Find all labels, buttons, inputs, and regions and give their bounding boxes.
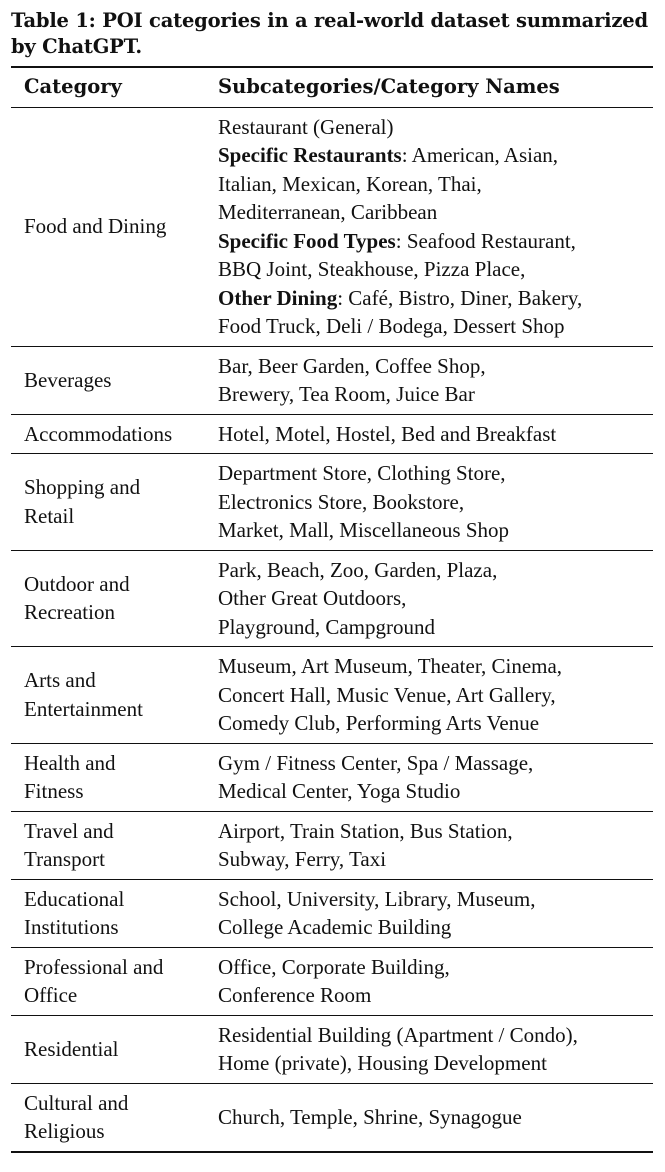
- subcategory-text: Office, Corporate Building,: [218, 954, 450, 979]
- subcategory-text: Home (private), Housing Development: [218, 1051, 547, 1075]
- subcategories-cell: [205, 454, 653, 551]
- category-cell: [11, 107, 205, 346]
- subcategory-line: [218, 459, 649, 488]
- category-cell: [11, 346, 205, 414]
- subcategory-line: [218, 613, 649, 642]
- subcategory-line: [218, 488, 649, 517]
- category-name-line: Professional and: [24, 954, 164, 979]
- table-caption: Table 1: POI categories in a real-world dataset summarized by ChatGPT.: [11, 9, 648, 58]
- subcategory-line: [218, 1103, 649, 1132]
- category-cell: [11, 1083, 205, 1152]
- subcategory-text: Medical Center, Yoga Studio: [218, 779, 461, 803]
- table-row: [11, 879, 653, 947]
- subcategory-text: Hotel, Motel, Hostel, Bed and Breakfast: [218, 421, 557, 446]
- subcategory-text: Restaurant (General): [218, 114, 394, 139]
- subcategories-cell: [205, 947, 653, 1015]
- subcategory-line: [218, 198, 649, 227]
- subcategory-text: Market, Mall, Miscellaneous Shop: [218, 518, 510, 542]
- subcategory-line: [218, 1021, 649, 1050]
- subcategory-line: [218, 556, 649, 585]
- subcategory-line: [218, 652, 649, 681]
- subcategory-text: Subway, Ferry, Taxi: [218, 847, 387, 871]
- category-name-line: Institutions: [24, 915, 119, 939]
- category-name-line: Cultural and: [24, 1090, 129, 1115]
- category-name-line: Entertainment: [24, 696, 143, 721]
- category-name-line: Office: [24, 983, 78, 1007]
- subcategory-text: Italian, Mexican, Korean, Thai,: [218, 171, 482, 196]
- header-subcategories: Subcategories/Category Names: [205, 67, 653, 107]
- subcategories-cell: [205, 647, 653, 744]
- category-name-line: Retail: [24, 503, 75, 528]
- category-name-line: Travel and: [24, 818, 114, 843]
- subcategory-line: [218, 777, 649, 806]
- subcategory-text: Concert Hall, Music Venue, Art Gallery,: [218, 682, 556, 707]
- subcategory-text: Gym / Fitness Center, Spa / Massage,: [218, 750, 534, 775]
- subcategory-text: : Seafood Restaurant,: [395, 228, 576, 253]
- subcategory-line: [218, 352, 649, 381]
- table-body: [11, 107, 653, 1152]
- table-row: [11, 947, 653, 1015]
- subcategory-text: : American, Asian,: [401, 143, 559, 167]
- table-header-row: [11, 67, 653, 107]
- subcategory-text: Park, Beach, Zoo, Garden, Plaza,: [218, 557, 498, 582]
- category-name-line: Beverages: [24, 367, 112, 392]
- category-name-line: Fitness: [24, 779, 84, 803]
- table-row: [11, 1083, 653, 1152]
- table-row: [11, 346, 653, 414]
- category-cell: [11, 454, 205, 551]
- table-row: [11, 107, 653, 346]
- subcategory-text: Museum, Art Museum, Theater, Cinema,: [218, 654, 563, 678]
- table-row: [11, 454, 653, 551]
- subcategory-line: [218, 380, 649, 409]
- category-name-line: Educational: [24, 886, 125, 911]
- subcategory-text: Electronics Store, Bookstore,: [218, 489, 465, 514]
- subcategory-line: [218, 312, 649, 341]
- subcategories-cell: [205, 1015, 653, 1083]
- subcategory-text: BBQ Joint, Steakhouse, Pizza Place,: [218, 257, 526, 281]
- subcategory-text: Bar, Beer Garden, Coffee Shop,: [218, 353, 486, 378]
- subcategory-text: : Café, Bistro, Diner, Bakery,: [337, 285, 583, 310]
- subcategory-text: Residential Building (Apartment / Condo),: [218, 1022, 578, 1047]
- subcategory-line: [218, 981, 649, 1010]
- subcategory-line: [218, 1049, 649, 1078]
- subcategory-text: Brewery, Tea Room, Juice Bar: [218, 382, 475, 406]
- category-name-line: Food and Dining: [24, 214, 167, 239]
- subcategories-cell: [205, 1083, 653, 1152]
- table-row: [11, 743, 653, 811]
- category-name-line: Religious: [24, 1119, 105, 1143]
- subcategory-line: [218, 885, 649, 914]
- category-name-line: Transport: [24, 847, 105, 871]
- subcategories-cell: [205, 346, 653, 414]
- subcategory-line: [218, 953, 649, 982]
- subcategory-text: College Academic Building: [218, 915, 452, 939]
- subcategory-line: [218, 709, 649, 738]
- subcategory-line: [218, 255, 649, 284]
- subcategory-line: [218, 681, 649, 710]
- category-name-line: Residential: [24, 1036, 119, 1061]
- subcategory-group-label: Other Dining: [218, 285, 338, 310]
- table-row: [11, 647, 653, 744]
- subcategory-text: Other Great Outdoors,: [218, 586, 407, 610]
- subcategories-cell: [205, 879, 653, 947]
- category-cell: [11, 550, 205, 647]
- subcategory-line: [218, 817, 649, 846]
- category-cell: [11, 1015, 205, 1083]
- subcategory-line: [218, 227, 649, 256]
- category-name-line: Recreation: [24, 600, 115, 625]
- table-row: [11, 811, 653, 879]
- category-cell: [11, 743, 205, 811]
- subcategory-line: [218, 141, 649, 170]
- subcategory-line: [218, 284, 649, 313]
- subcategory-line: [218, 170, 649, 199]
- subcategories-cell: [205, 743, 653, 811]
- subcategory-text: Mediterranean, Caribbean: [218, 200, 438, 224]
- subcategory-text: Department Store, Clothing Store,: [218, 461, 506, 485]
- subcategory-line: [218, 584, 649, 613]
- subcategory-text: School, University, Library, Museum,: [218, 886, 536, 911]
- subcategory-line: [218, 113, 649, 142]
- subcategory-text: Playground, Campground: [218, 614, 435, 639]
- category-cell: [11, 414, 205, 454]
- subcategory-group-label: Specific Restaurants: [218, 143, 402, 167]
- category-cell: [11, 811, 205, 879]
- subcategory-line: [218, 913, 649, 942]
- subcategory-group-label: Specific Food Types: [218, 228, 396, 253]
- subcategory-line: [218, 845, 649, 874]
- subcategory-text: Conference Room: [218, 983, 372, 1007]
- table-row: [11, 414, 653, 454]
- subcategory-text: Food Truck, Deli / Bodega, Dessert Shop: [218, 314, 565, 338]
- category-name-line: Arts and: [24, 668, 96, 693]
- subcategory-text: Airport, Train Station, Bus Station,: [218, 818, 513, 843]
- table-row: [11, 1015, 653, 1083]
- category-name-line: Shopping and: [24, 475, 141, 500]
- subcategories-cell: [205, 550, 653, 647]
- category-cell: [11, 647, 205, 744]
- category-name-line: Accommodations: [24, 421, 173, 446]
- subcategory-line: [218, 516, 649, 545]
- subcategory-text: Church, Temple, Shrine, Synagogue: [218, 1104, 522, 1129]
- subcategory-line: [218, 749, 649, 778]
- subcategories-cell: [205, 414, 653, 454]
- subcategory-text: Comedy Club, Performing Arts Venue: [218, 711, 540, 735]
- category-cell: [11, 947, 205, 1015]
- subcategories-cell: [205, 811, 653, 879]
- header-category: Category: [11, 67, 205, 107]
- table-row: [11, 550, 653, 647]
- category-cell: [11, 879, 205, 947]
- subcategory-line: [218, 420, 649, 449]
- poi-category-table: [11, 66, 653, 1153]
- category-name-line: Outdoor and: [24, 571, 130, 596]
- category-name-line: Health and: [24, 750, 116, 775]
- subcategories-cell: [205, 107, 653, 346]
